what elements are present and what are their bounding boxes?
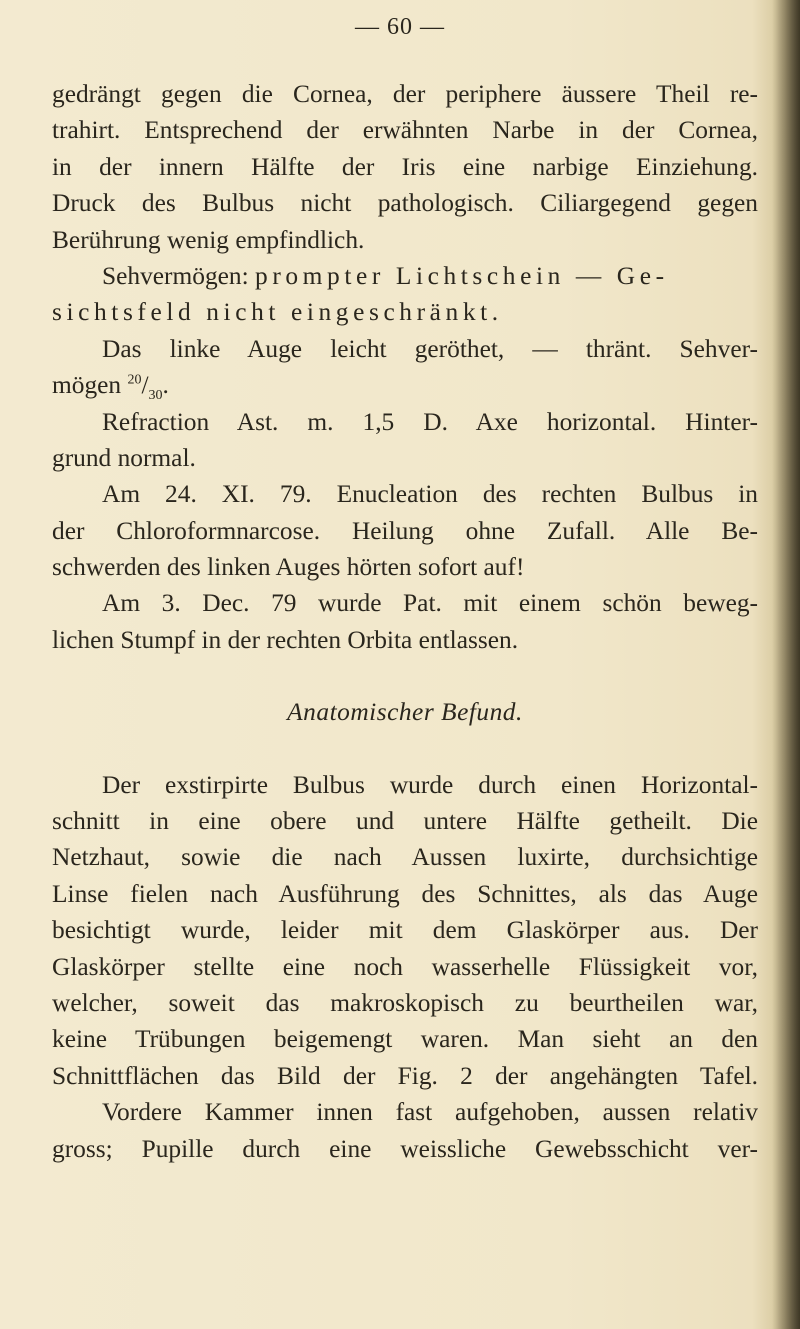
text-line: welcher, soweit das makroskopisch zu beurtheilen war,	[52, 988, 758, 1017]
text-line: Druck des Bulbus nicht pathologisch. Ciliargegend gegen	[52, 189, 758, 218]
text-line: Schnittflächen das Bild der Fig. 2 der angehängten Tafel.	[52, 1061, 758, 1090]
visual-acuity-line: mögen $^{20}/_{30}$.	[52, 371, 169, 404]
moegen-word: mögen	[52, 371, 122, 400]
text-line: schwerden des linken Auges hörten sofort auf!	[52, 553, 525, 582]
text-line: gedrängt gegen die Cornea, der periphere äussere Theil re-	[52, 80, 758, 108]
text-line: Berührung wenig empfindlich.	[52, 225, 365, 254]
fraction-numerator: 20	[127, 372, 142, 388]
section-title: Anatomischer Befund.	[287, 698, 523, 727]
sehvermoegen-value: prompter Lichtschein — Ge-	[255, 261, 669, 290]
text-line: Am 3. Dec. 79 wurde Pat. mit einem schön beweg-	[102, 589, 758, 618]
gesichtsfeld-line: sichtsfeld nicht eingeschränkt.	[52, 298, 503, 327]
text-line: Am 24. XI. 79. Enucleation des rechten Bulbus in	[102, 480, 758, 509]
sehvermoegen-label: Sehvermögen:	[102, 261, 249, 290]
text-line: Glaskörper stellte eine noch wasserhelle Flüssigkeit vor,	[52, 952, 758, 981]
book-spine-shadow	[772, 0, 800, 1329]
sehvermoegen-line	[52, 258, 758, 294]
text-line: besichtigt wurde, leider mit dem Glaskörper aus. Der	[52, 916, 758, 945]
text-line: Linse fielen nach Ausführung des Schnittes, als das Auge	[52, 879, 758, 908]
left-eye-line: Das linke Auge leicht geröthet, — thränt. Sehver-	[102, 334, 758, 363]
text-line: Netzhaut, sowie die nach Aussen luxirte, durchsichtige	[52, 843, 758, 872]
text-line: schnitt in eine obere und untere Hälfte getheilt. Die	[52, 807, 758, 836]
text-line: Vordere Kammer innen fast aufgehoben, aussen relativ	[102, 1098, 758, 1127]
text-line: Refraction Ast. m. 1,5 D. Axe horizontal. Hinter-	[102, 407, 758, 436]
fraction-denominator: 30	[148, 388, 163, 404]
text-line: keine Trübungen beigemengt waren. Man sieht an den	[52, 1025, 758, 1054]
text-line: Der exstirpirte Bulbus wurde durch einen Horizontal-	[102, 770, 758, 799]
body-text	[52, 76, 758, 1167]
text-line: lichen Stumpf in der rechten Orbita entlassen.	[52, 625, 519, 654]
text-line: in der innern Hälfte der Iris eine narbige Einziehung.	[52, 152, 758, 181]
text-line: grund normal.	[52, 443, 196, 472]
page-number: — 60 —	[355, 14, 445, 40]
text-line: gross; Pupille durch eine weissliche Gewebsschicht ver-	[52, 1134, 758, 1163]
text-line: der Chloroformnarcose. Heilung ohne Zufall. Alle Be-	[52, 516, 758, 545]
text-line: trahirt. Entsprechend der erwähnten Narbe in der Cornea,	[52, 116, 758, 145]
